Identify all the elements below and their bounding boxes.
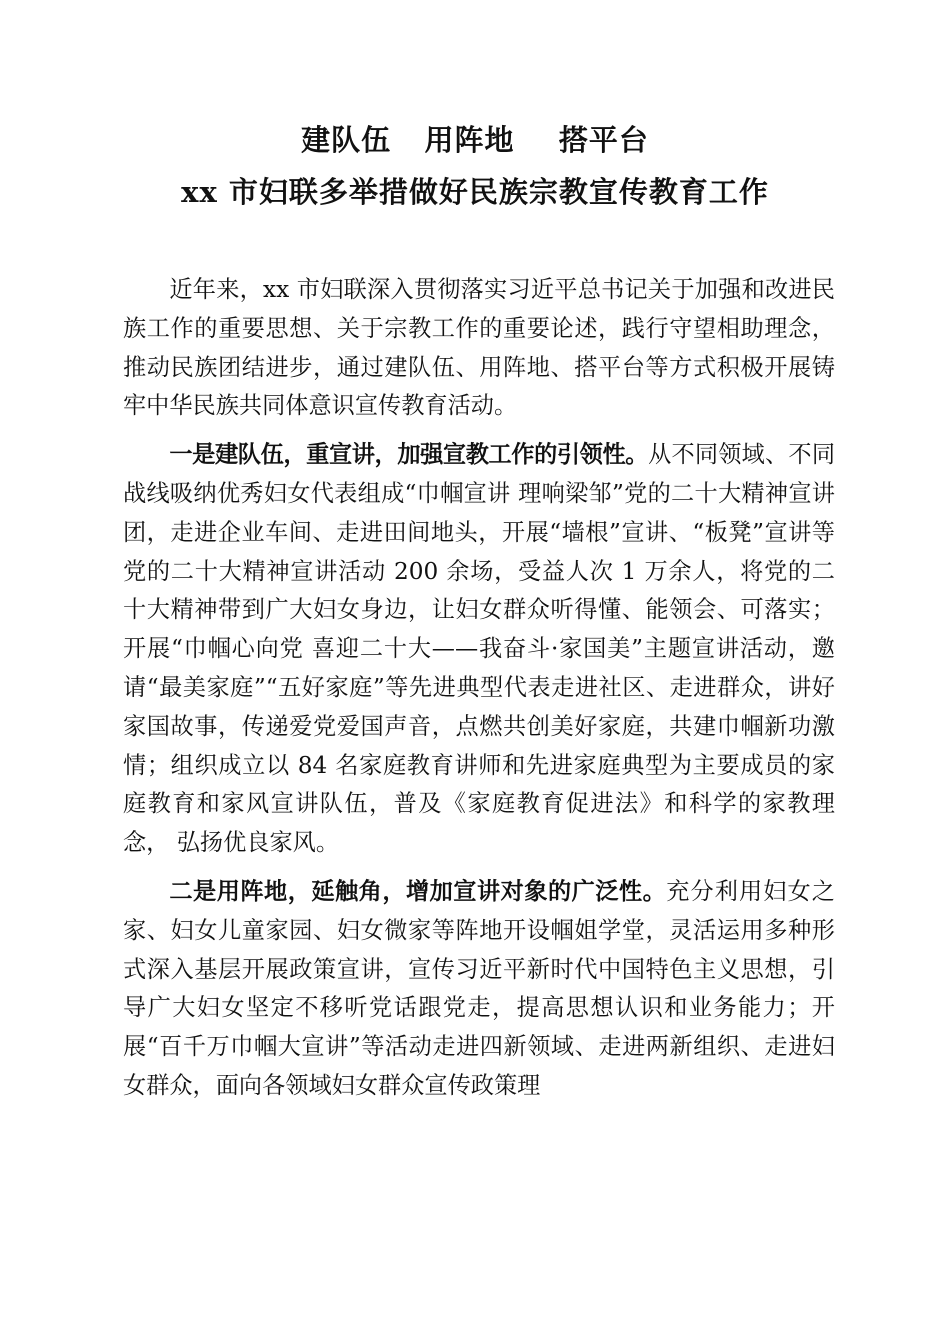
document-title: 建队伍 用阵地 搭平台 [301, 123, 649, 157]
paragraph-text: 从不同领域、不同战线吸纳优秀妇女代表组成“巾帼宣讲 理响梁邹”党的二十大精神宣讲团，走进企业车间、走进田间地头，开展“墙根”宣讲、“板凳”宣讲等党的二十大精神宣讲活动 200 余场，受益人次 1 万余人，将党的二十大精神带到广大妇女身边，让妇女群众听得懂、能领会、可落实；开展“巾帼心向党 喜迎二十大——我奋斗·家国美”主题宣讲活动，邀请“最美家庭”“五好家庭”等先进典型代表走进社区、走进群众，讲好家国故事，传递爱党爱国声音，点燃共创美好家庭，共建巾帼新功激情；组织成立以 84 名家庭教育讲师和先进家庭典型为主要成员的家庭教育和家风宣讲队伍，普及《家庭教育促进法》和科学的家教理念， 弘扬优良家风。 [123, 441, 836, 857]
paragraph-lead: 二是用阵地，延触角，增加宣讲对象的广泛性。 [169, 877, 667, 905]
document-body [123, 271, 835, 1116]
paragraph-lead: 一是建队伍，重宣讲，加强宣教工作的引领性。 [169, 441, 649, 469]
paragraph-text: 充分利用妇女之家、妇女儿童家园、妇女微家等阵地开设帼姐学堂，灵活运用多种形式深入基层开展政策宣讲，宣传习近平新时代中国特色主义思想，引导广大妇女坚定不移听党话跟党走，提高思想认识和业务能力；开展“百千万巾帼大宣讲”等活动走进四新领域、走进两新组织、走进妇女群众，面向各领域妇女群众宣传政策理 [123, 877, 835, 1099]
paragraph-intro [123, 271, 835, 426]
document-subtitle: xx 市妇联多举措做好民族宗教宣传教育工作 [181, 175, 769, 209]
paragraph-team [123, 436, 835, 863]
paragraph-position [123, 873, 835, 1106]
paragraph-text: 近年来，xx 市妇联深入贯彻落实习近平总书记关于加强和改进民族工作的重要思想、关于宗教工作的重要论述，践行守望相助理念，推动民族团结进步，通过建队伍、用阵地、搭平台等方式积极开展铸牢中华民族共同体意识宣传教育活动。 [123, 276, 835, 420]
